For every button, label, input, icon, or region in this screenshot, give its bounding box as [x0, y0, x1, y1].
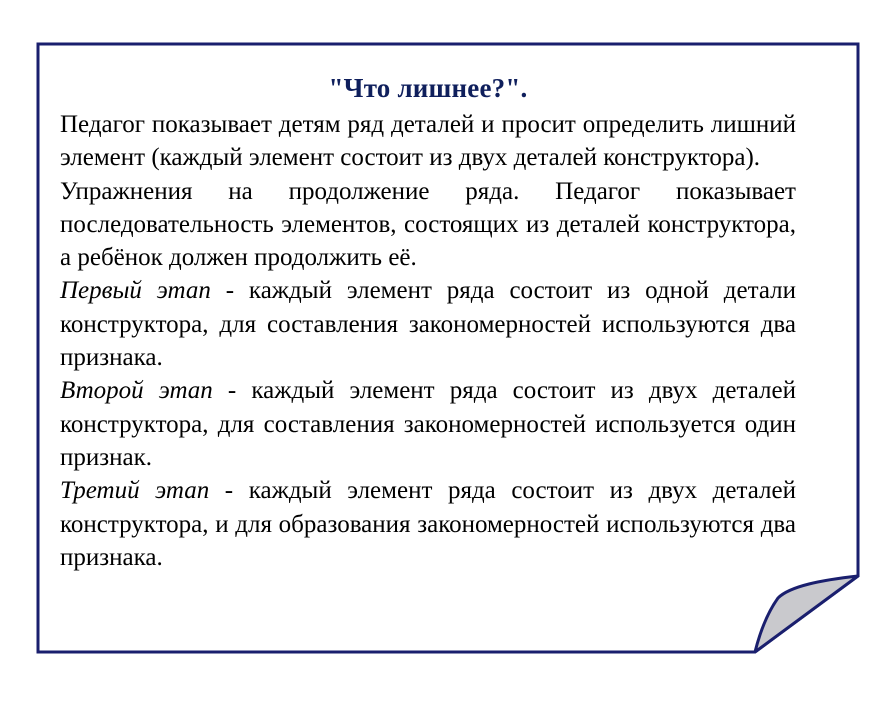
stage-label: Второй этап — [60, 377, 213, 405]
card-title: "Что лишнее?". — [328, 73, 528, 103]
paragraph-text: Педагог показывает детям ряд деталей и просит определить лишний элемент (каждый элемент состоит из двух деталей конструктора). — [60, 111, 796, 172]
paragraph-stage-1 — [60, 274, 796, 374]
paragraph-stage-2 — [60, 374, 796, 474]
paragraph-text: Упражнения на продолжение ряда. Педагог показывает последовательность элементов, состоящих из деталей конструктора, а ребёнок должен продолжить её. — [60, 177, 796, 272]
stage-label: Первый этап — [60, 277, 211, 305]
paragraph-stage-3 — [60, 474, 796, 574]
paragraph-intro — [60, 108, 796, 175]
paragraph-text: - каждый элемент ряда состоит из одной детали конструктора, для составления закономерностей используются два признака. — [60, 277, 796, 372]
paragraph-series-exercises — [60, 175, 796, 275]
paragraph-text: - каждый элемент ряда состоит из двух деталей конструктора, и для образования закономерностей используются два признака. — [60, 477, 796, 571]
card-text — [60, 68, 796, 574]
stage-label: Третий этап — [60, 477, 210, 505]
paragraph-text: - каждый элемент ряда состоит из двух деталей конструктора, для составления закономерностей используется один признак. — [60, 377, 796, 471]
